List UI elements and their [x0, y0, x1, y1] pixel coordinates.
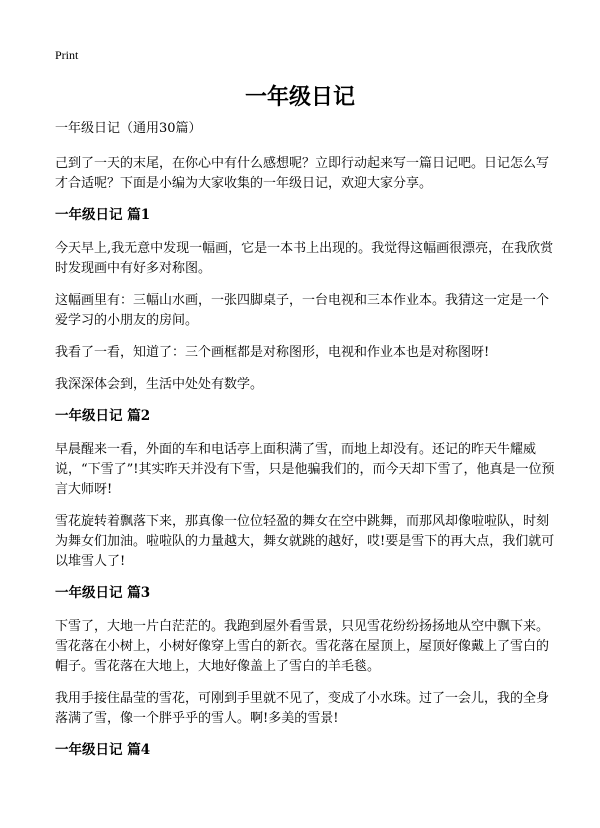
paragraph: 我深深体会到，生活中处处有数学。 — [55, 377, 264, 392]
paragraph: 这幅画里有：三幅山水画，一张四脚桌子，一台电视和三本作业本。我猜这一定是一个爱学习的小朋友的房间。 — [55, 293, 550, 328]
section-heading-4: 一年级日记 篇4 — [55, 742, 151, 758]
article-subtitle: 一年级日记（通用30篇） — [55, 121, 202, 136]
paragraph: 雪花旋转着飘落下来，那真像一位位轻盈的舞女在空中跳舞，而那风却像啦啦队，时刻为舞女们加油。啦啦队的力量越大，舞女就跳的越好，哎!要是雪下的再大点，我们就可以堆雪人了! — [55, 514, 555, 569]
section-heading-3: 一年级日记 篇3 — [55, 585, 151, 601]
print-link[interactable]: Print — [55, 48, 79, 62]
page-title: 一年级日记 — [244, 85, 355, 110]
paragraph: 我看了一看，知道了：三个画框都是对称图形，电视和作业本也是对称图呀! — [55, 345, 490, 360]
intro-paragraph: 己到了一天的末尾，在你心中有什么感想呢？立即行动起来写一篇日记吧。日记怎么写才合适呢？下面是小编为大家收集的一年级日记，欢迎大家分享。 — [55, 156, 550, 191]
section-heading-2: 一年级日记 篇2 — [55, 408, 151, 424]
article-body — [55, 120, 555, 774]
paragraph: 我用手接住晶莹的雪花，可刚到手里就不见了，变成了小水珠。过了一会儿，我的全身落满了雪，像一个胖乎乎的雪人。啊!多美的雪景! — [55, 691, 550, 726]
paragraph: 今天早上,我无意中发现一幅画，它是一本书上出现的。我觉得这幅画很漂亮，在我欣赏时发现画中有好多对称图。 — [55, 241, 554, 276]
paragraph: 早晨醒来一看，外面的车和电话亭上面积满了雪，而地上却没有。还记的昨天牛耀威说，“下雪了”!其实昨天并没有下雪，只是他骗我们的，而今天却下雪了，他真是一位预言大师呀! — [55, 442, 555, 497]
paragraph: 下雪了，大地一片白茫茫的。我跑到屋外看雪景，只见雪花纷纷扬扬地从空中飘下来。雪花落在小树上，小树好像穿上雪白的新衣。雪花落在屋顶上，屋顶好像戴上了雪白的帽子。雪花落在大地上，大地好像盖上了雪白的羊毛毯。 — [55, 619, 550, 674]
section-heading-1: 一年级日记 篇1 — [55, 207, 151, 223]
